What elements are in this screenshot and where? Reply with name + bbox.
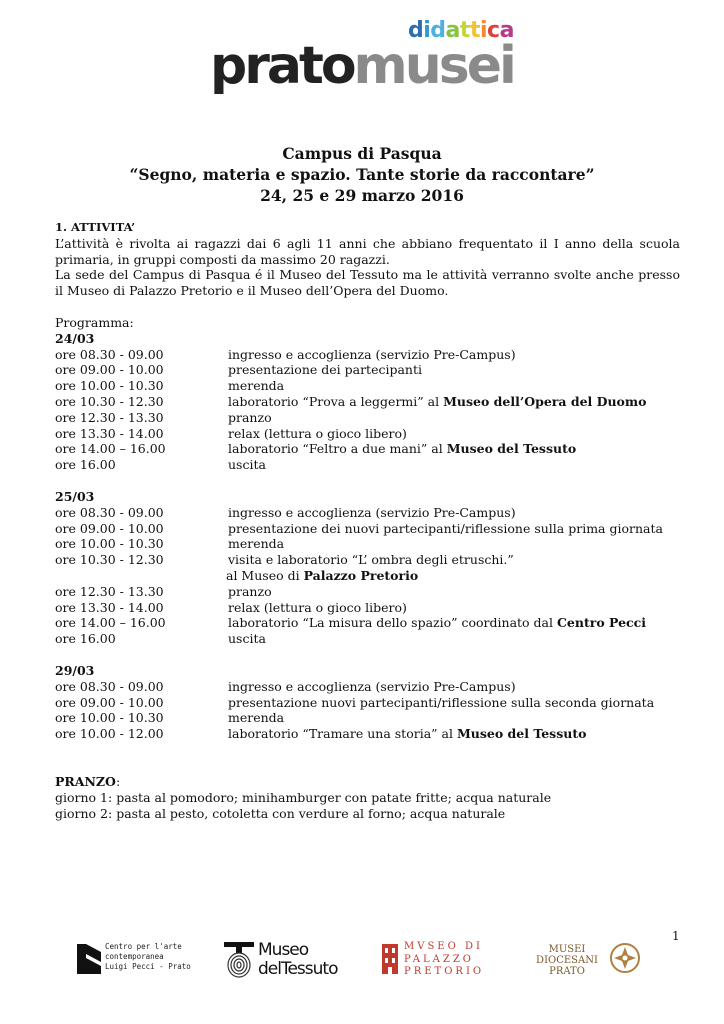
schedule-description [228,726,680,742]
schedule-description-text: ingresso e accoglienza (servizio Pre-Campus) [228,504,516,520]
schedule-description-text: laboratorio “Prova a leggermi” al [228,393,444,409]
schedule-description [228,536,680,552]
schedule-row [55,726,680,742]
schedule-description-text: merenda [228,378,285,394]
day-schedule [55,679,680,742]
schedule-description [228,441,680,457]
schedule-description [228,615,680,631]
palazzo-pretorio-logo [380,940,490,984]
schedule-description-text: laboratorio “Feltro a due mani” al [228,441,447,457]
schedule-row [55,695,680,711]
schedule-description-text: uscita [228,457,266,473]
schedule-description-text: relax (lettura o gioco libero) [228,599,407,615]
diocesani-line-1: MUSEI [548,944,586,955]
schedule-row [55,679,680,695]
tessuto-line-1: Museo [258,940,309,960]
schedule-row [55,394,680,410]
section-heading-attivita: 1. ATTIVITA’ [55,220,136,234]
pecci-line-3: Luigi Pecci - Prato [105,962,191,971]
schedule-row [55,615,680,631]
schedule-time: ore 08.30 - 09.00 [55,504,164,520]
schedule-row [55,710,680,726]
schedule-description [228,505,680,521]
schedule-time: ore 09.00 - 10.00 [55,694,164,710]
schedule-description-text: relax (lettura o gioco libero) [228,425,407,441]
pecci-text [105,942,191,972]
programma-label: Programma: [55,314,134,330]
schedule-description [228,710,680,726]
day-date: 29/03 [55,662,95,678]
schedule-continuation [55,568,680,584]
pretorio-tower-icon [380,942,400,976]
schedule-description-text: merenda [228,710,285,726]
schedule-description [228,679,680,695]
pecci-line-1: Centro per l'arte [105,942,182,951]
logo-prato-text: prato [210,36,354,96]
attivita-paragraph-1: L’attività è rivolta ai ragazzi dai 6 agli 11 anni che abbiano frequentato il I anno della scuola primaria, in gruppi composti da massimo 20 ragazzi. [55,235,680,267]
day-date: 25/03 [55,488,95,504]
schedule-description [228,695,680,711]
didattica-letter: d [430,18,446,43]
footer-logos [0,940,724,990]
document-body [55,220,680,821]
schedule-venue: Centro Pecci [556,615,647,631]
schedule-row [55,631,680,647]
schedule-description [228,584,680,600]
schedule-description [228,347,680,363]
schedule-description-text: visita e laboratorio “L’ ombra degli etruschi.” [228,552,514,568]
day-schedule [55,347,680,473]
pranzo-day-2: giorno 2: pasta al pesto, cotoletta con verdure al forno; acqua naturale [55,805,506,821]
schedule-row [55,457,680,473]
schedule-description [228,552,680,568]
schedule-time: ore 10.30 - 12.30 [55,393,164,409]
schedule-description-text: ingresso e accoglienza (servizio Pre-Campus) [228,346,516,362]
attivita-paragraph-2: La sede del Campus di Pasqua é il Museo del Tessuto ma le attività verranno svolte anche presso il Museo di Palazzo Pretorio e il Museo dell’Opera del Duomo. [55,267,680,299]
schedule-time: ore 09.00 - 10.00 [55,362,164,378]
schedule-time: ore 14.00 – 16.00 [55,615,166,631]
schedule-time: ore 09.00 - 10.00 [55,520,164,536]
pretorio-line-3: PRETORIO [404,966,485,977]
schedule-description-text: presentazione dei partecipanti [228,362,422,378]
document-title [0,143,724,206]
schedule-time: ore 10.30 - 12.30 [55,552,164,568]
schedule-row [55,362,680,378]
schedule-description-text: pranzo [228,583,272,599]
schedule-description [228,426,680,442]
schedule-row [55,552,680,568]
schedule-description [228,600,680,616]
schedule-time: ore 12.30 - 13.30 [55,583,164,599]
diocesani-text [527,944,607,977]
schedule-description [228,394,680,410]
schedule-venue: Museo del Tessuto [456,726,587,742]
schedule-description-text: presentazione nuovi partecipanti/riflessione sulla seconda giornata [228,694,655,710]
schedule-description-text: uscita [228,631,266,647]
schedule-time: ore 10.00 - 10.30 [55,378,164,394]
schedule-description-text: ingresso e accoglienza (servizio Pre-Campus) [228,678,516,694]
continuation-bold: Palazzo Pretorio [303,567,419,583]
schedule-time: ore 12.30 - 13.30 [55,409,164,425]
schedule-time: ore 14.00 – 16.00 [55,441,166,457]
pranzo-colon: : [115,773,121,789]
schedule-row [55,410,680,426]
prato-musei-wordmark [210,36,514,96]
schedule-description-text: merenda [228,536,285,552]
pecci-line-2: contemporanea [105,952,164,961]
pretorio-text [404,941,484,979]
schedule-row [55,536,680,552]
diocesani-line-2: DIOCESANI [536,955,598,966]
pranzo-heading [55,774,680,790]
day-schedule [55,505,680,568]
title-line-1: Campus di Pasqua [282,144,442,163]
didattica-letter: c [487,18,500,43]
didattica-letter: t [459,18,470,43]
schedule-row [55,521,680,537]
schedule-time: ore 10.00 - 10.30 [55,710,164,726]
schedule-description-text: presentazione dei nuovi partecipanti/riflessione sulla prima giornata [228,520,663,536]
museo-del-tessuto-logo [224,940,340,984]
schedule-row [55,584,680,600]
schedule-description [228,410,680,426]
day-date: 24/03 [55,330,95,346]
schedule-time: ore 10.00 - 12.00 [55,726,164,742]
schedule-time: ore 13.30 - 14.00 [55,425,164,441]
schedule-time: ore 13.30 - 14.00 [55,599,164,615]
schedule-row [55,378,680,394]
didattica-letter: i [423,18,431,43]
pretorio-line-2: PALAZZO [404,953,474,965]
pranzo-label: PRANZO [55,773,116,789]
schedule-time: ore 16.00 [55,631,116,647]
tessuto-fingerprint-icon [224,942,258,978]
schedule-venue: Museo del Tessuto [446,441,577,457]
schedule-description [228,457,680,473]
schedule-description [228,521,680,537]
schedule-description [228,631,680,647]
didattica-letter: i [479,18,488,43]
schedule-time: ore 16.00 [55,457,116,473]
prato-musei-didattica-logo [210,18,530,100]
schedule-time: ore 08.30 - 09.00 [55,346,164,362]
schedule-description [228,378,680,394]
didattica-letter: d [408,18,424,43]
title-line-2: “Segno, materia e spazio. Tante storie da raccontare” [129,165,595,184]
diocesani-emblem-icon [609,942,641,974]
pranzo-day-1: giorno 1: pasta al pomodoro; minihamburger con patate fritte; acqua naturale [55,789,552,805]
logo-musei-text: musei [353,36,514,96]
schedule-time: ore 10.00 - 10.30 [55,536,164,552]
didattica-letter: t [469,18,480,43]
schedule-row [55,426,680,442]
schedule-description-text: laboratorio “Tramare una storia” al [228,726,457,742]
schedule-row [55,441,680,457]
schedule-description [228,362,680,378]
schedule-row [55,505,680,521]
title-line-3: 24, 25 e 29 marzo 2016 [260,186,464,205]
musei-diocesani-logo [527,940,647,988]
diocesani-line-3: PRATO [549,966,585,977]
didattica-letter: a [499,18,514,43]
schedule-description-text: pranzo [228,409,272,425]
tessuto-text [258,941,337,979]
schedule-row [55,347,680,363]
didattica-letter: a [445,18,460,43]
schedule-venue: Museo dell’Opera del Duomo [443,393,647,409]
continuation-text: al Museo di [226,567,304,583]
page-number: 1 [672,929,680,943]
day-schedule [55,584,680,647]
pecci-mark-icon [77,942,101,976]
schedule-row [55,600,680,616]
schedule-description-text: laboratorio “La misura dello spazio” coordinato dal [228,615,557,631]
centro-pecci-logo [77,940,191,980]
schedule-time: ore 08.30 - 09.00 [55,678,164,694]
tessuto-line-2: delTessuto [258,959,338,979]
pretorio-line-1: MVSEO DI [404,941,483,952]
